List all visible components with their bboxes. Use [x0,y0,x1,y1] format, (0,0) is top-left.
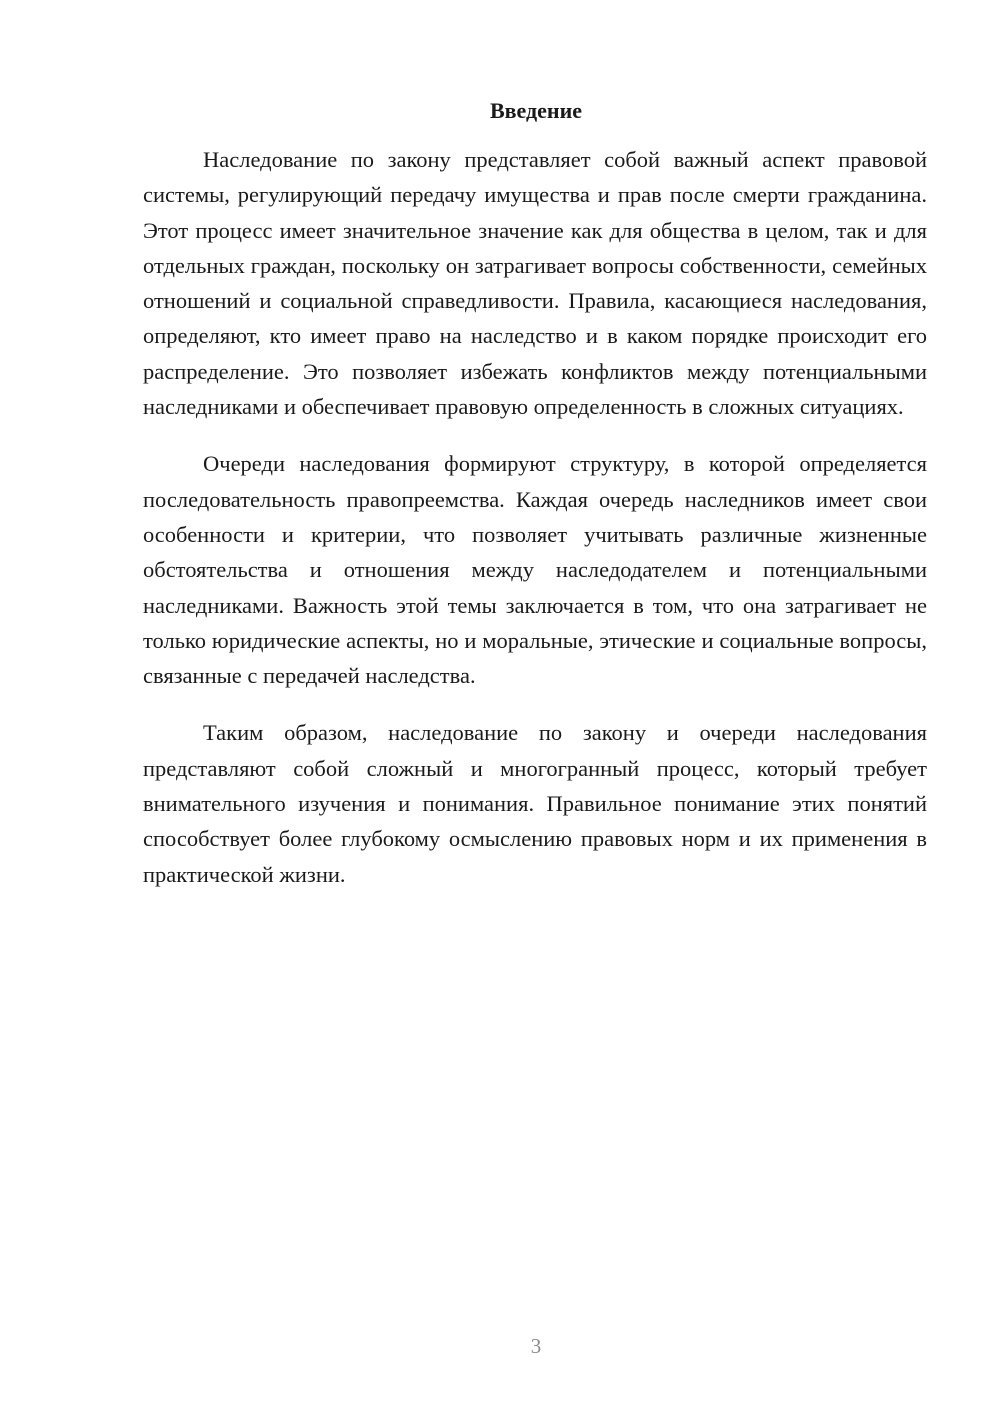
paragraph-3: Таким образом, наследование по закону и очереди наследования представляют собой сложный и многогранный процесс, который требует внимательного изучения и понимания. Правильное понимание этих понятий способствует более глубокому осмыслению правовых норм и их применения в практической жизни. [143,720,927,887]
page-title: Введение [489,98,583,123]
paragraph-1: Наследование по закону представляет собой важный аспект правовой системы, регулирующий передачу имущества и прав после смерти гражданина. Этот процесс имеет значительное значение как для общества в целом, так и для отдельных граждан, поскольку он затрагивает вопросы собственности, семейных отношений и социальной справедливости. Правила, касающиеся наследования, определяют, кто имеет право на наследство и в каком порядке происходит его распределение. Это позволяет избежать конфликтов между потенциальными наследниками и обеспечивает правовую определенность в сложных ситуациях. [143,147,927,420]
body-text [143,142,927,914]
paragraph-2: Очереди наследования формируют структуру, в которой определяется последовательность правопреемства. Каждая очередь наследников имеет свои особенности и критерии, что позволяет учитывать различные жизненные обстоятельства и отношения между наследодателем и потенциальными наследниками. Важность этой темы заключается в том, что она затрагивает не только юридические аспекты, но и моральные, этические и социальные вопросы, связанные с передачей наследства. [143,451,927,689]
page-number: 3 [530,1334,542,1358]
